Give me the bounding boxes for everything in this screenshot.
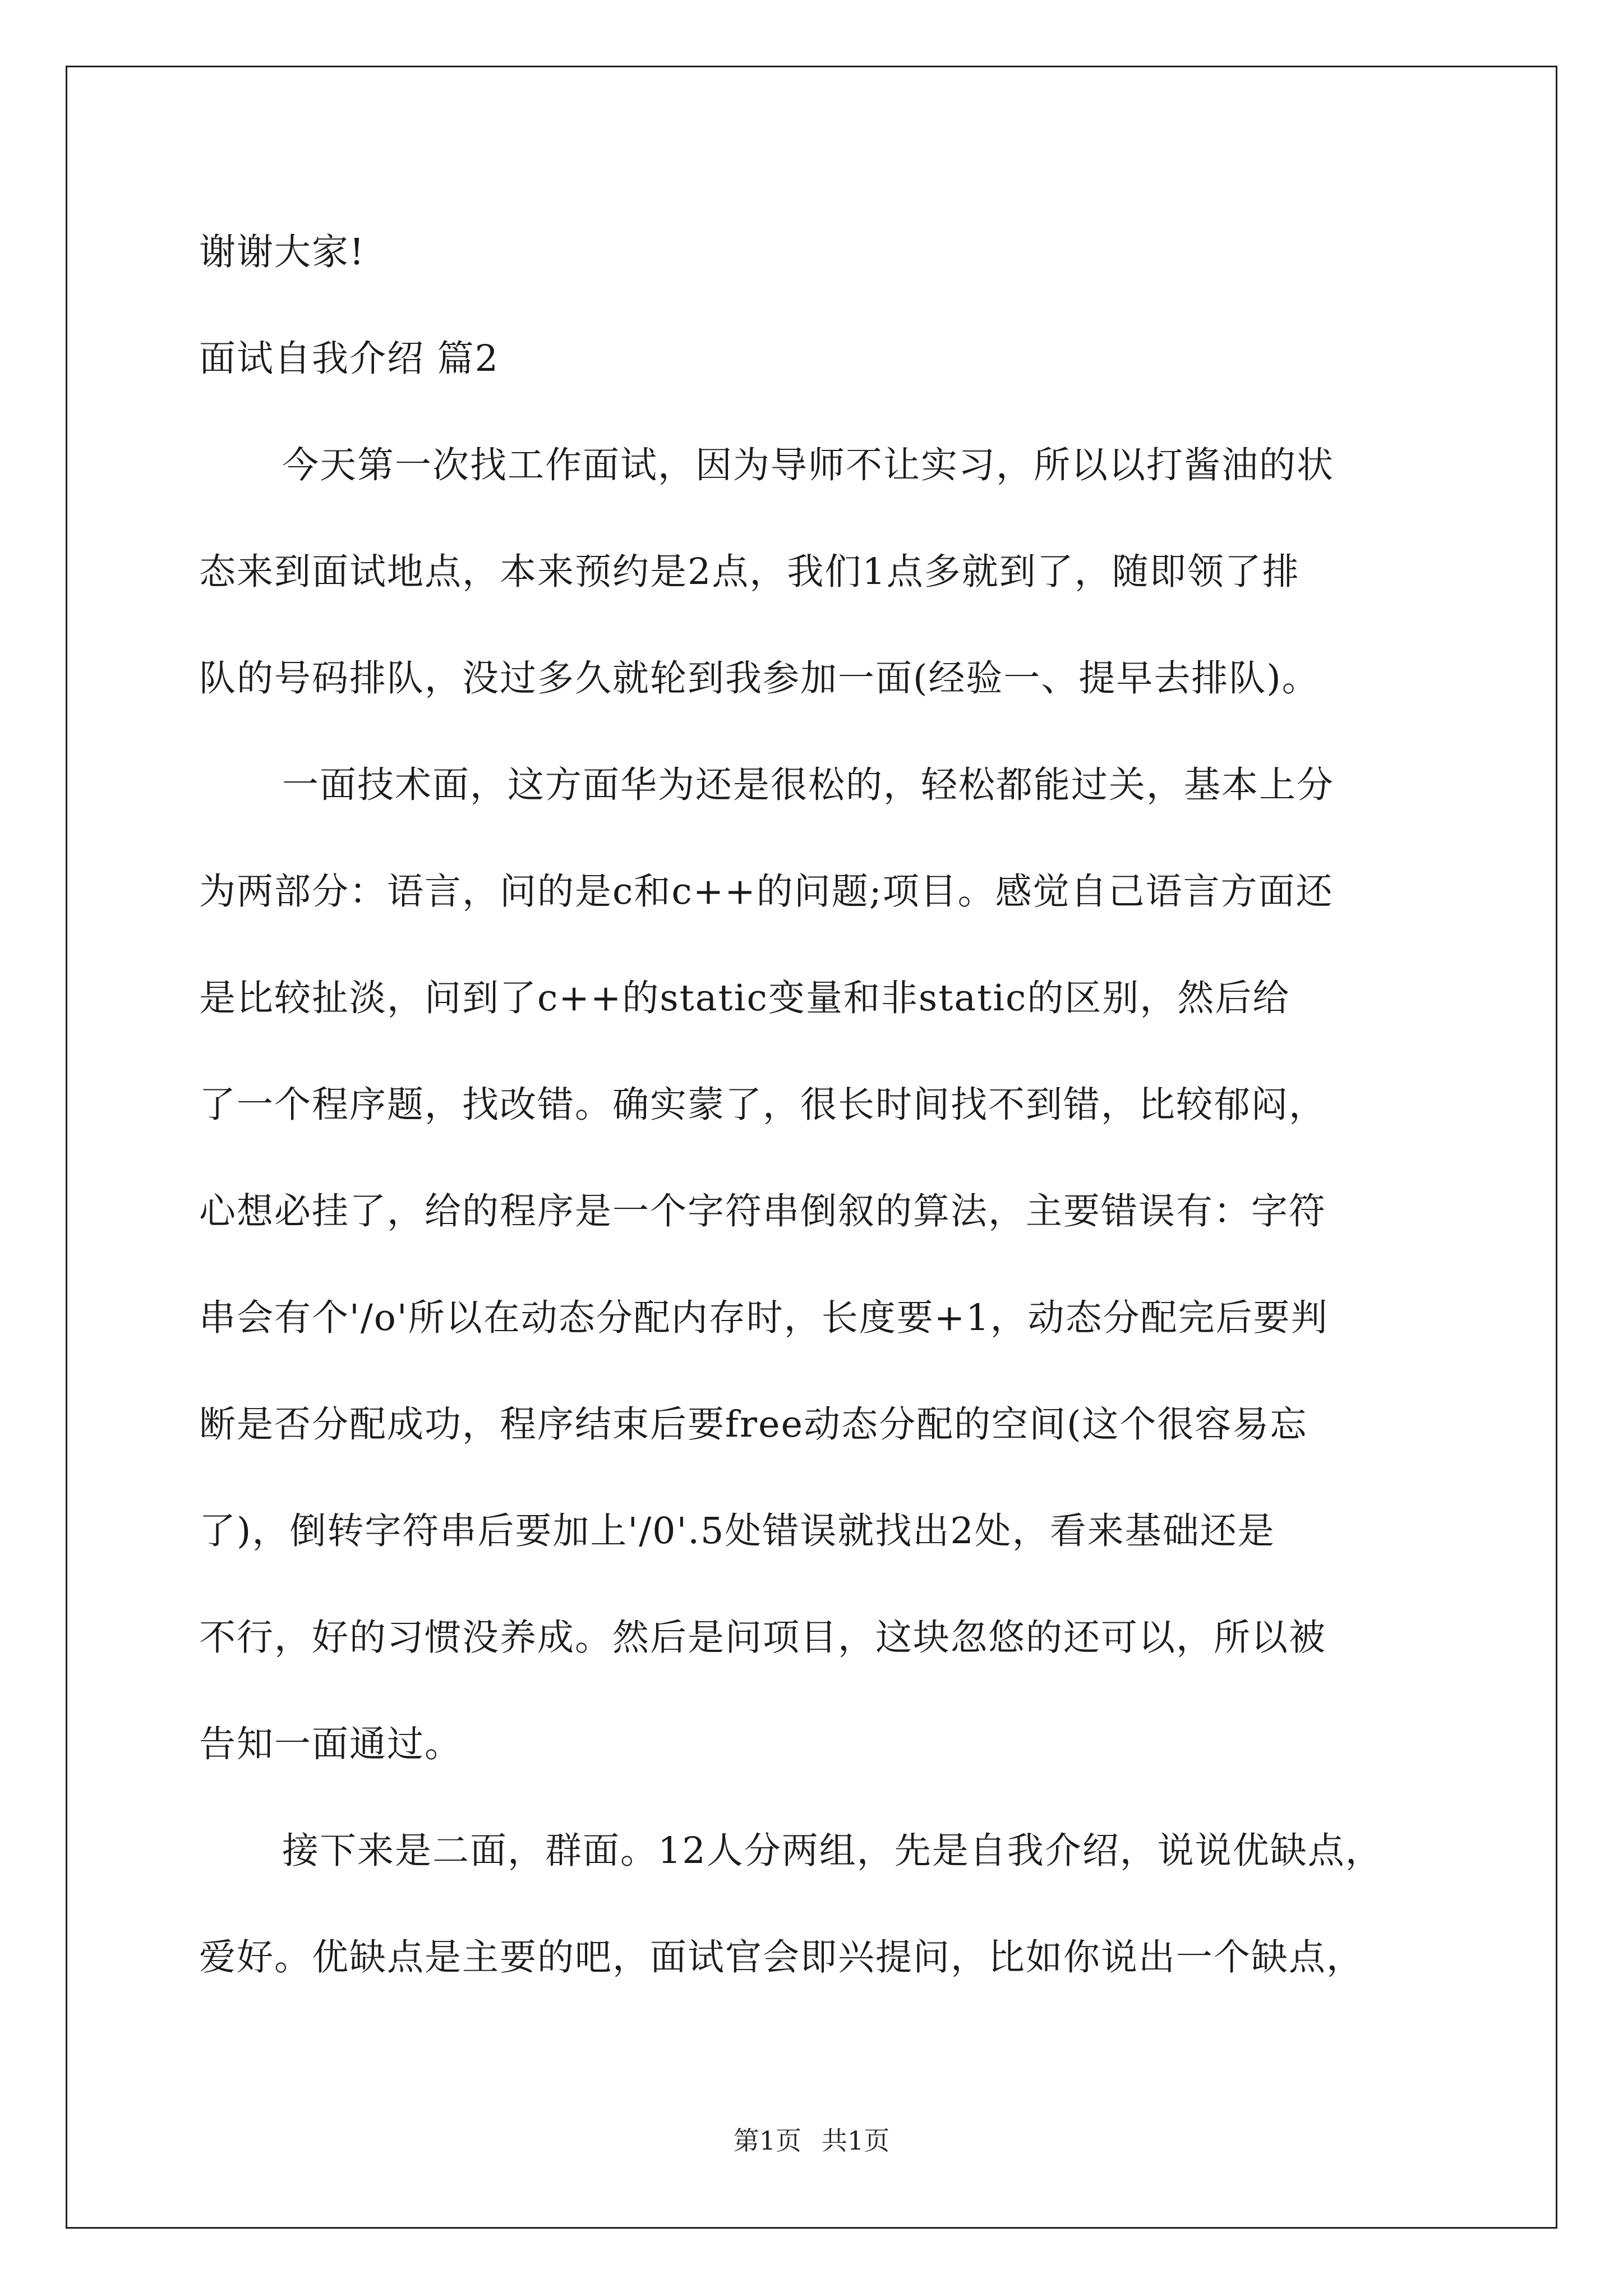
paragraph-line: 串会有个'/o'所以在动态分配内存时，长度要+1，动态分配完后要判 xyxy=(199,1297,1329,1339)
paragraph-line: 爱好。优缺点是主要的吧，面试官会即兴提问，比如你说出一个缺点， xyxy=(199,1936,1364,1978)
paragraph-line: 了)，倒转字符串后要加上'/0'.5处错误就找出2处，看来基础还是 xyxy=(199,1510,1275,1552)
page-footer xyxy=(0,2120,1623,2157)
paragraph-line: 断是否分配成功，程序结束后要free动态分配的空间(这个很容易忘 xyxy=(199,1404,1308,1446)
page-number: 第1页 xyxy=(733,2125,801,2156)
paragraph-line: 不行，好的习惯没养成。然后是问项目，这块忽悠的还可以，所以被 xyxy=(199,1617,1327,1659)
text-line: 谢谢大家! xyxy=(199,231,366,273)
section-heading: 面试自我介绍 篇2 xyxy=(199,338,500,380)
paragraph-line: 队的号码排队，没过多久就轮到我参加一面(经验一、提早去排队)。 xyxy=(199,657,1320,700)
paragraph-line: 是比较扯淡，问到了c++的static变量和非static的区别，然后给 xyxy=(199,977,1290,1019)
paragraph-line: 为两部分：语言，问的是c和c++的问题;项目。感觉自己语言方面还 xyxy=(199,871,1334,913)
paragraph-line: 态来到面试地点，本来预约是2点，我们1点多就到了，随即领了排 xyxy=(199,551,1300,593)
page-total: 共1页 xyxy=(822,2125,890,2156)
paragraph-line: 告知一面通过。 xyxy=(199,1723,463,1765)
paragraph-line: 一面技术面，这方面华为还是很松的，轻松都能过关，基本上分 xyxy=(282,764,1335,806)
paragraph-line: 了一个程序题，找改错。确实蒙了，很长时间找不到错，比较郁闷， xyxy=(199,1084,1327,1126)
paragraph-line: 心想必挂了，给的程序是一个字符串倒叙的算法，主要错误有：字符 xyxy=(199,1190,1327,1232)
document-body xyxy=(199,199,1433,2011)
paragraph-line: 今天第一次找工作面试，因为导师不让实习，所以以打酱油的状 xyxy=(282,444,1335,486)
paragraph-line: 接下来是二面，群面。12人分两组，先是自我介绍，说说优缺点， xyxy=(282,1830,1383,1872)
